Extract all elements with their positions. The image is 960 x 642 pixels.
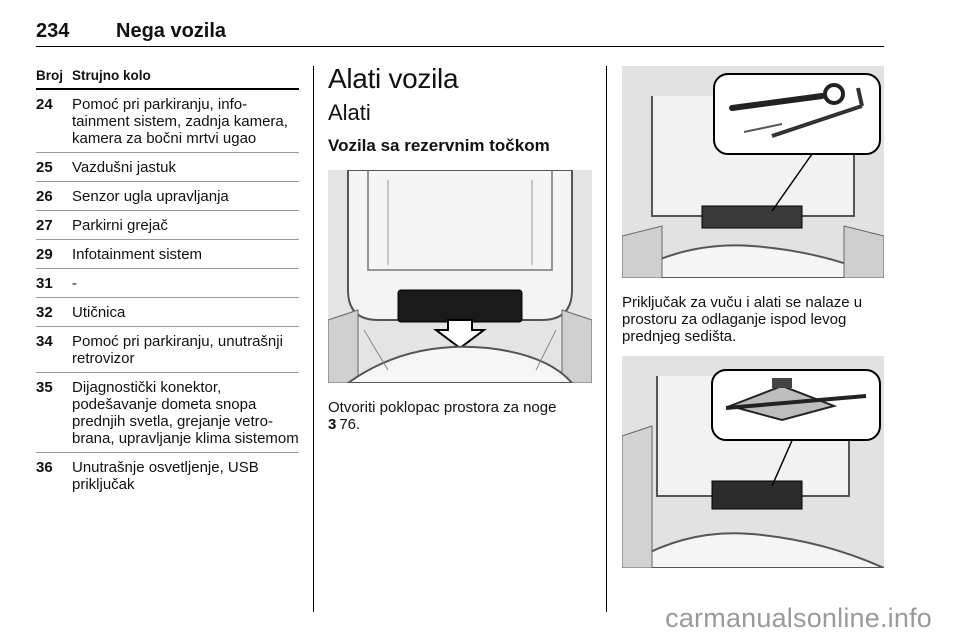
column-divider [313, 66, 314, 612]
page-header [36, 20, 884, 47]
row-text: Senzor ugla upravljanja [72, 188, 229, 205]
footwell-cover-illustration [328, 170, 592, 383]
row-number: 32 [36, 304, 53, 321]
instruction-text: Otvoriti poklopac prostora za noge [328, 399, 557, 416]
row-number: 35 [36, 379, 53, 396]
table-row [36, 453, 299, 498]
page-number: 234 [36, 20, 70, 42]
tools-section [328, 62, 592, 156]
table-row [36, 327, 299, 373]
table-row [36, 298, 299, 327]
row-text: - [72, 275, 77, 292]
column-divider [606, 66, 607, 612]
row-text: Parkirni grejač [72, 217, 168, 234]
circuit-table [36, 66, 299, 498]
heading-vehicle-tools: Alati vozila [328, 63, 459, 94]
heading-spare-wheel: Vozila sa rezervnim točkom [328, 136, 550, 155]
column-header-number: Broj [36, 68, 63, 83]
row-number: 29 [36, 246, 53, 263]
tools-location-illustration [622, 66, 884, 278]
row-text: Pomoć pri parkiranju, info-tainment sistem, zadnja kamera, kamera za bočni mrtvi ugao [72, 96, 288, 147]
row-number: 34 [36, 333, 53, 350]
table-row [36, 153, 299, 182]
heading-tools: Alati [328, 100, 371, 125]
row-number: 31 [36, 275, 53, 292]
table-header [36, 66, 299, 90]
row-number: 27 [36, 217, 53, 234]
row-number: 25 [36, 159, 53, 176]
instruction-open-cover [328, 399, 592, 433]
row-text: Utičnica [72, 304, 126, 321]
page-reference-icon: 3 [328, 416, 337, 433]
row-text: Dijagnostički konektor, podešavanje dometa snopa prednjih svetla, grejanje vetro-brana, upravljanje klima sistemom [72, 379, 299, 447]
table-row [36, 269, 299, 298]
row-number: 24 [36, 96, 53, 113]
row-text: Pomoć pri parkiranju, unutrašnji retrovizor [72, 333, 283, 367]
instruction-tools-location: Priključak za vuču i alati se nalaze u prostoru za odlaganje ispod levog prednjeg sedišta. [622, 294, 863, 345]
page-reference[interactable]: 76. [339, 416, 361, 433]
row-text: Unutrašnje osvetljenje, USB priključak [72, 459, 259, 493]
section-title: Nega vozila [116, 20, 227, 42]
table-row [36, 211, 299, 240]
table-row [36, 90, 299, 153]
column-header-circuit: Strujno kolo [72, 68, 151, 83]
jack-location-illustration [622, 356, 884, 568]
row-number: 26 [36, 188, 53, 205]
watermark: carmanualsonline.info [665, 603, 932, 633]
table-row [36, 240, 299, 269]
row-text: Vazdušni jastuk [72, 159, 176, 176]
row-number: 36 [36, 459, 53, 476]
table-row [36, 373, 299, 453]
row-text: Infotainment sistem [72, 246, 203, 263]
table-row [36, 182, 299, 211]
